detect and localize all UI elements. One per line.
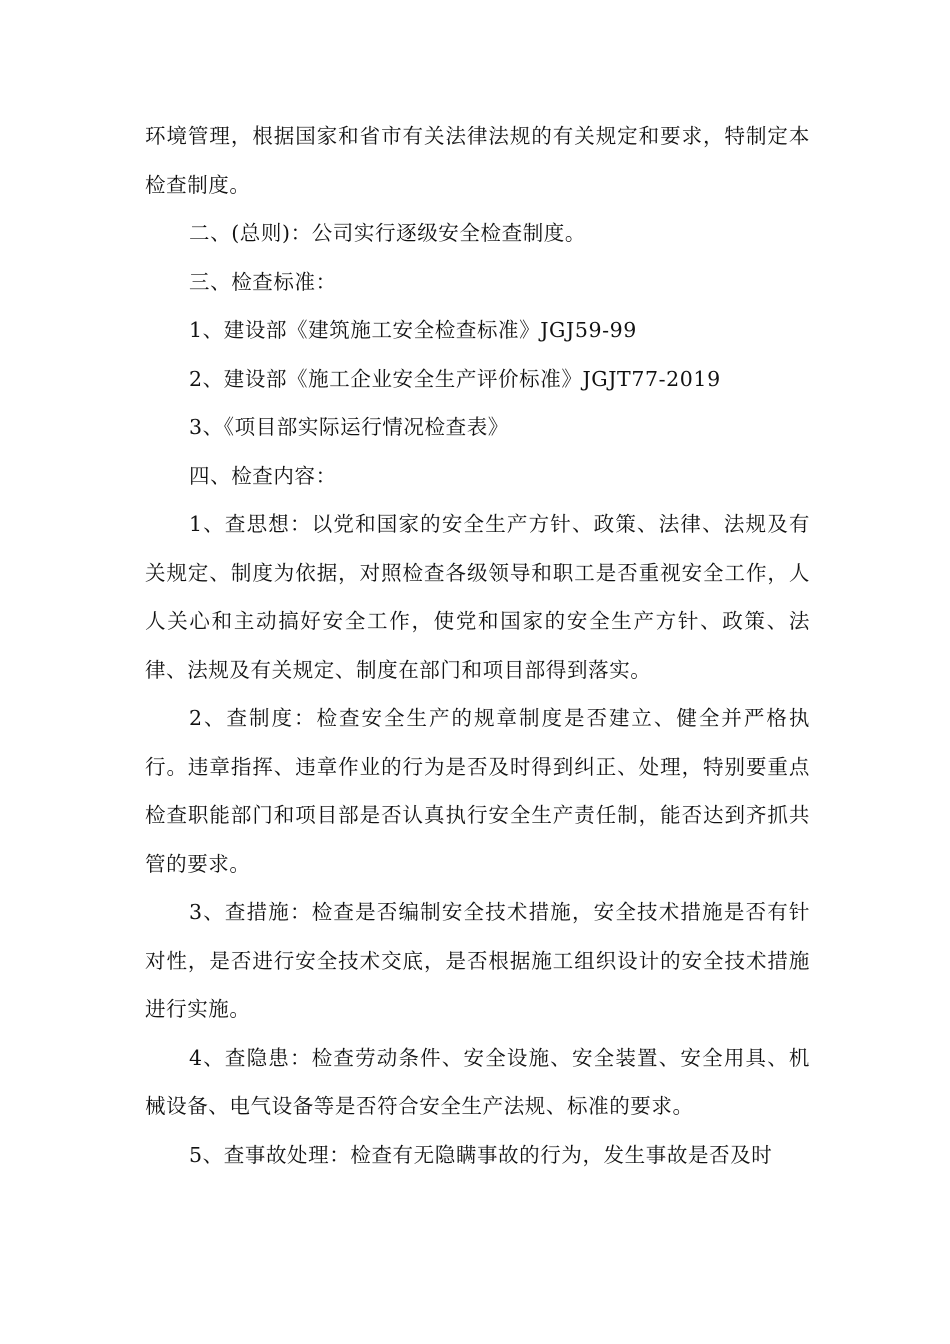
paragraph-6: 3、《项目部实际运行情况检查表》 [189, 415, 509, 439]
paragraph-9: 2、查制度：检查安全生产的规章制度是否建立、健全并严格执行。违章指挥、违章作业的行为是否及时得到纠正、处理，特别要重点检查职能部门和项目部是否认真执行安全生产责任制，能否达到齐抓共管的要求。 [145, 706, 810, 876]
paragraph-12: 5、查事故处理：检查有无隐瞒事故的行为，发生事故是否及时 [189, 1142, 773, 1167]
paragraph-3: 三、检查标准： [189, 269, 337, 294]
paragraph-1: 环境管理，根据国家和省市有关法律法规的有关规定和要求，特制定本检查制度。 [145, 124, 810, 197]
paragraph-11: 4、查隐患：检查劳动条件、安全设施、安全装置、安全用具、机械设备、电气设备等是否符合安全生产法规、标准的要求。 [145, 1045, 810, 1118]
document-body [145, 112, 810, 1179]
paragraph-10: 3、查措施：检查是否编制安全技术措施，安全技术措施是否有针对性，是否进行安全技术交底，是否根据施工组织设计的安全技术措施进行实施。 [145, 900, 810, 1021]
paragraph-5: 2、建设部《施工企业安全生产评价标准》JGJT77-2019 [189, 366, 721, 391]
paragraph-2: 二、(总则)：公司实行逐级安全检查制度。 [189, 221, 586, 245]
paragraph-7: 四、检查内容： [189, 463, 337, 488]
paragraph-4: 1、建设部《建筑施工安全检查标准》JGJ59-99 [189, 318, 637, 342]
paragraph-8: 1、查思想：以党和国家的安全生产方针、政策、法律、法规及有关规定、制度为依据，对照检查各级领导和职工是否重视安全工作，人人关心和主动搞好安全工作，使党和国家的安全生产方针、政策、法律、法规及有关规定、制度在部门和项目部得到落实。 [145, 512, 810, 682]
